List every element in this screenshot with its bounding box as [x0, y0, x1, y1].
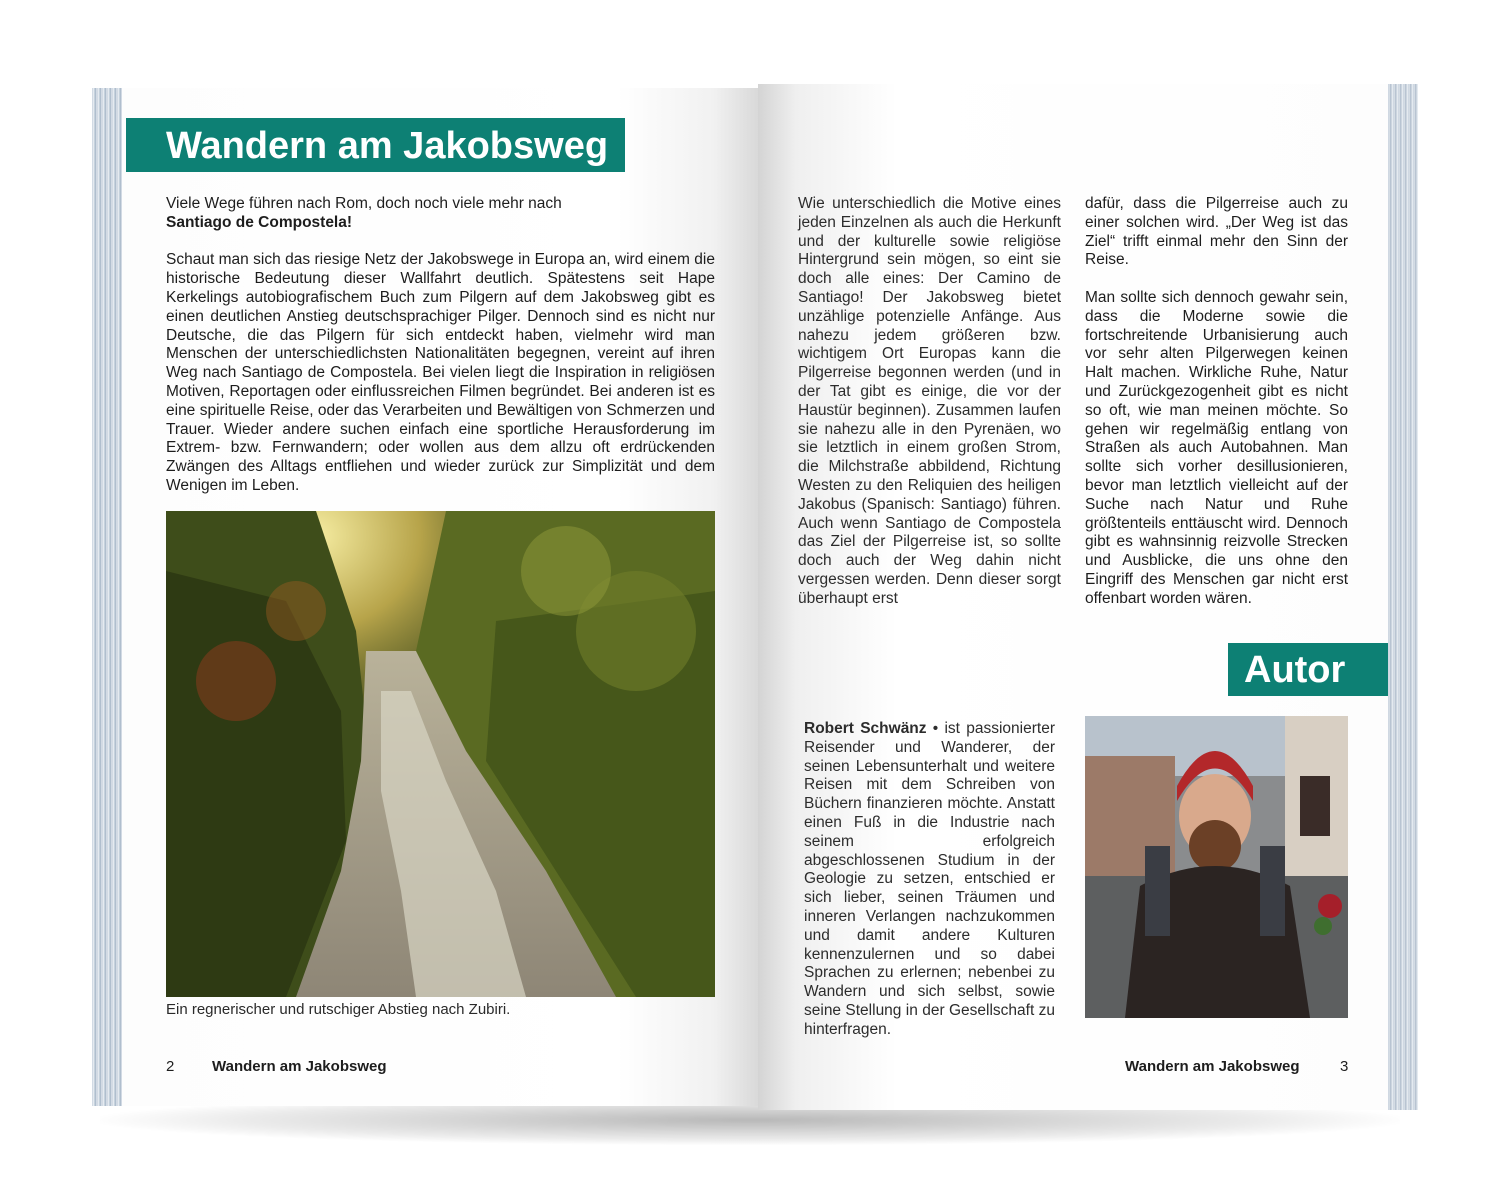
author-bio-paragraph: [804, 720, 1055, 1040]
page-title: Wandern am Jakobsweg: [166, 125, 609, 167]
trail-photo: [166, 511, 715, 997]
right-column-1: [798, 195, 1061, 609]
author-name: Robert Schwänz: [804, 720, 927, 737]
intro-line: Viele Wege führen nach Rom, doch noch viele mehr nach: [166, 195, 562, 212]
running-title-left: Wandern am Jakobsweg: [212, 1058, 387, 1075]
photo-caption: Ein regnerischer und rutschiger Abstieg nach Zubiri.: [166, 1001, 511, 1018]
right-column-2: [1085, 195, 1348, 609]
body-paragraph: Schaut man sich das riesige Netz der Jakobswege in Europa an, wird einem die historische Bedeutung dieser Wallfahrt deutlich. Spätestens seit Hape Kerkelings autobiografischem Buch zum Pilgern auf dem Jakobsweg gibt es einen deutlichen Anstieg deutschsprachiger Pilger. Dennoch sind es nicht nur Deutsche, die das Pilgern für sich entdeckt haben, vielmehr wird man Menschen der unterschiedlichsten Nationalitäten begegnen, vereint auf ihren Weg nach Santiago de Compostela. Bei vielen liegt die Inspiration in religiösen Motiven, Reportagen oder einflussreichen Filmen begründet. Bei anderen ist es eine spirituelle Reise, oder das Verarbeiten und Bewältigen von Schmerzen und Trauer. Wieder andere suchen einfach eine sportliche Herausforderung im Extrem- bzw. Fernwandern; oder wollen aus dem allzu oft erdrückenden Zwängen des Alltags entfliehen und wieder zurück zur Simplizität und dem Wenigen im Leben.: [166, 251, 715, 494]
column2-paragraph-2: Man sollte sich dennoch gewahr sein, dass die Moderne sowie die fortschreitende Urbanisierung auch vor sehr alten Pilgerwegen keinen Halt machen. Wirkliche Ruhe, Natur und Zurückgezogenheit gibt es nicht so oft, wie man meinen möchte. So gehen wir regelmäßig entlang von Straßen als auch Autobahnen. Man sollte sich vorher desillusionieren, bevor man letztlich vielleicht auf der Suche nach Natur und Ruhe größtenteils enttäuscht wird. Dennoch gibt es wahnsinnig reizvolle Strecken und Ausblicke, die uns ohne den Eingriff des Menschen gar nicht erst offenbart worden wären.: [1085, 288, 1348, 607]
column2-paragraph-1: dafür, dass die Pilgerreise auch zu einer solchen wird. „Der Weg ist das Ziel“ trifft einmal mehr den Sinn der Reise.: [1085, 195, 1348, 269]
author-heading: Autor: [1244, 649, 1346, 691]
running-title-right: Wandern am Jakobsweg: [1125, 1058, 1300, 1075]
page-number-right: 3: [1340, 1058, 1349, 1075]
left-text-column: [166, 195, 715, 496]
author-bio-block: [804, 720, 1055, 1040]
page-number-left: 2: [166, 1058, 175, 1075]
intro-paragraph: [166, 195, 715, 233]
intro-bold: Santiago de Compostela!: [166, 213, 353, 231]
page-edges-right: [1384, 84, 1418, 1110]
author-photo: [1085, 716, 1348, 1018]
author-bio: • ist passionierter Reisender und Wanderer, der seinen Lebensunterhalt und weitere Reisen mit dem Schreiben von Büchern finanzieren möchte. Anstatt einen Fuß in die Industrie nach seinem erfolgreich abgeschlossenen Studium in der Geologie zu setzen, entschied er sich lieber, seinen Träumen und inneren Verlangen nachzukommen und damit andere Kulturen kennenzulernen und so dabei Sprachen zu erlernen; nebenbei zu Wandern und sich selbst, sowie seine Stellung in der Gesellschaft zu hinterfragen.: [804, 720, 1055, 1038]
page-edges-left: [92, 88, 126, 1106]
column1-paragraph: Wie unterschiedlich die Motive eines jeden Einzelnen als auch die Herkunft und der kulturelle sowie religiöse Hintergrund sein mögen, so eint sie doch alle eines: Der Camino de Santiago! Der Jakobsweg bietet unzählige potenzielle Anfänge. Aus nahezu jedem größeren bzw. wichtigem Ort Europas kann die Pilgerreise begonnen werden (und in der Tat gibt es einige, die vor der Haustür beginnen). Zusammen laufen sie nahezu alle in den Pyrenäen, wo sie letztlich in einem großen Strom, die Milchstraße abbildend, Richtung Westen zu den Reliquien des heiligen Jakobus (Spanisch: Santiago) führen. Auch wenn Santiago de Compostela das Ziel der Pilgerreise ist, so sollte doch auch der Weg dahin nicht vergessen werden. Denn dieser sorgt überhaupt erst: [798, 195, 1061, 607]
